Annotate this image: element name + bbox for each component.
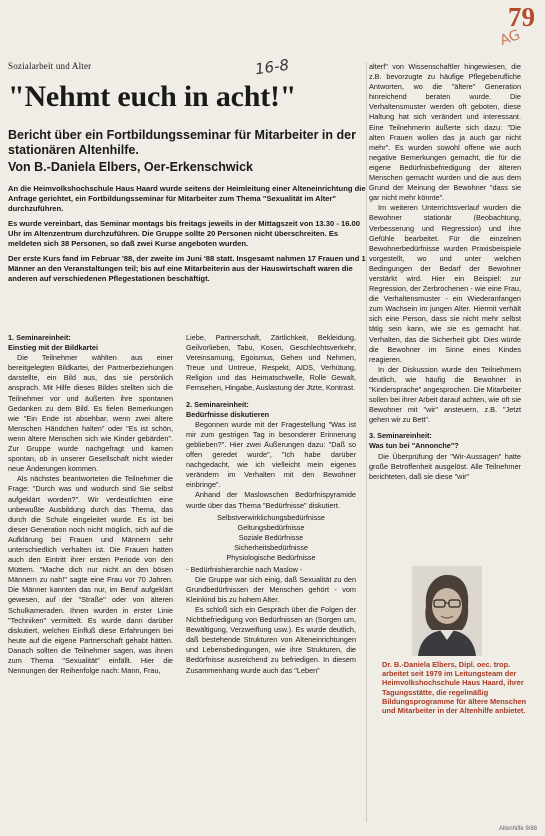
- body-paragraph: Die Gruppe war sich einig, daß Sexualität zu den Grundbedürfnissen der Menschen gehört - vom Kleinkind bis zu hohem Alter.: [186, 574, 356, 604]
- author-photo: [412, 566, 482, 656]
- footer-mark: Altenhilfe 9/88: [498, 826, 537, 832]
- handwritten-note: 16-8: [253, 55, 291, 79]
- section-heading: 3. Seminareinheit:: [369, 431, 432, 441]
- needs-pyramid-list: [186, 513, 356, 563]
- portrait-image: [412, 566, 482, 656]
- body-paragraph: Im weiteren Unterrichtsverlauf wurden die Bewohner stationär (Beobachtung, Verbesserung und Regression) und ihre Gefühle bearbeitet. Für die einzelnen Bewohnerbedürfnisse wurden Praxisbeispiele vorgestellt, wo und unter welchen Bedingungen der Bedarf der Bewohner verstärkt wird. Hier ein Beispiel: zur Regression, der Zerbrochenen - wie eine Frau, die Verhaltensmuster - ein Wiederanfangen zum Wachsein im jungen Alter. Hiermit verhält sich eine Person, dass sie nicht mehr selbst tätig sein kann, wie sie es gemacht hat. Verhalten, das die Sicherheit gibt. Dies würde die Bewohner im Sinne eines Kindes reagieren.: [369, 203, 521, 364]
- body-paragraph: alterf" von Wissenschaftler hingewiesen, die z.B. bevorzugte zu häufige Pflegeberufliche Antworten, wo die "ältere" Generation hinreichend beraten wurde. Die Verhaltensmuster werden oft geboten, diese Haltung hat sich verändert und interessant. Eine Teilnehmerin äußerte sich dazu: "Die alten Frauen wollen das ja auch gar nicht mehr". Es wurden sowohl offene wie auch negative Bemerkungen gemacht, die für die eigene Bedürfnisbefriedigung der älteren Menschen gemacht wurden und die aus dem Grund der Meinung der Bewohner "dass sie gar nicht mehr könnte".: [369, 62, 521, 203]
- body-paragraph: Begonnen wurde mit der Fragestellung "Was ist mir zum gestrigen Tag in besonderer Erinnerung geblieben?". Hier zwei Äußerungen dazu: "Daß so offen geredet wurde", "Ich habe darüber nachgedacht, wie ich vielleicht mein eigenes verändern im Verhalten mit den Bewohner einbringe".: [186, 419, 356, 490]
- handwritten-mark: AG: [497, 27, 523, 49]
- article-byline: Von B.-Daniela Elbers, Oer-Erkenschwick: [8, 160, 253, 174]
- needs-item: Soziale Bedürfnisse: [238, 532, 304, 542]
- body-paragraph: - Bedürfnishierarchie nach Maslow -: [186, 564, 303, 574]
- body-paragraph: Die Teilnehmer wählten aus einer bereitgelegten Bildkartei, der Partnerbeziehungen darstellte, ein Bild aus, das sie persönlich ansprach. Mit Hilfe dieses Bildes stellten sich die Teilnehmer vor und äußerten ihre spontanen Gedanken zu dem Bild. Es fielen Bemerkungen wie "Ein Ende ist absehbar, wenn zwei ältere Menschen Händchen halten" oder "Es ist schön, wenn ältere Menschen sich wie Kinder gebärden". Zur Gruppe wurde nachgefragt und kamen spontan, ob in unserer Gesellschaft nicht wieder neue Änderungen kommen.: [8, 353, 173, 474]
- intro-paragraph: Es wurde vereinbart, das Seminar montags bis freitags jeweils in der Mittagszeit von 13.30 - 16.00 Uhr im Altenzentrum durchzuführen. Die Gruppe sollte 20 Personen nicht überschreiten. Es meldeten sich 38 Personen, so daß zwei Kurse angeboten wurden.: [8, 219, 360, 248]
- text-column-1: [8, 333, 173, 828]
- text-column-3: [369, 62, 521, 527]
- section-heading: 2. Seminareinheit:: [186, 399, 249, 409]
- body-paragraph: In der Diskussion wurde den Teilnehmern deutlich, wie häufig die Bewohner in "Kindersprache" angesprochen. Die Mitarbeiter sollen bei ihrer Arbeit darauf achten, wie oft sie Bewohner mit "wir" ansteuern, z.B. "Jetzt gehen wir zu Bett".: [369, 364, 521, 425]
- photo-caption: Dr. B.-Daniela Elbers, Dipl. oec. trop. arbeitet seit 1979 im Leitungsteam der Heimvolkshochschule Haus Haard, ihrer Tagungsstätte, die regelmäßig Bildungsprogramme für ältere Menschen und Mitarbeiter in der Altenhilfe anbietet.: [382, 660, 527, 716]
- section-heading: 1. Seminareinheit:: [8, 333, 71, 342]
- needs-item: Geltungsbedürfnisse: [237, 522, 305, 532]
- body-paragraph: Anhand der Maslowschen Bedürfnispyramide wurde über das Thema "Bedürfnisse" diskutiert.: [186, 490, 356, 510]
- body-paragraph: Die Überprüfung der "Wir-Aussagen" hatte große Betroffenheit ausgelöst. Alle Teilnehmer berichteten, daß sie diese "wir": [369, 451, 521, 481]
- section-subheading: Einstieg mit der Bildkartei: [8, 343, 99, 353]
- text-column-2: [186, 333, 356, 828]
- needs-item: Physiologische Bedürfnisse: [226, 552, 316, 562]
- intro-paragraph: Der erste Kurs fand im Februar '88, der zweite im Juni '88 statt. Insgesamt nahmen 17 Frauen und 1 Männer an den Veranstaltungen teil; bis auf eine Mitarbeiterin aus der Hauswirtschaft waren die anderen auf verschiedenen Pflegestationen beschäftigt.: [8, 254, 366, 283]
- column-divider: [366, 62, 367, 822]
- needs-item: Selbstverwirklichungsbedürfnisse: [217, 512, 325, 522]
- needs-item: Sicherheitsbedürfnisse: [234, 542, 308, 552]
- intro-paragraph: An die Heimvolkshochschule Haus Haard wurde seitens der Heimleitung einer Alteneinrichtung die Anfrage gerichtet, ein Fortbildungsseminar für Mitarbeiter zum Thema "Sexualität im Alter" durchzuführen.: [8, 184, 366, 213]
- article-intro: [8, 184, 366, 289]
- page-number: 79: [508, 2, 535, 32]
- section-subheading: Bedürfnisse diskutieren: [186, 409, 270, 419]
- body-paragraph: Es schloß sich ein Gespräch über die Folgen der Nichtbefriedigung von Bedürfnissen an (Sorgen um, Bewältigung, Verzweiflung usw.). Es wurde deutlich, daß bestehende Strukturen von Alteneinrichtungen und Lebensbedingungen, wie ihre Strukturen, die Bedürfnisse ausreichend zu befriedigen. In diesem Zusammenhang wurde auch das "Leben": [186, 604, 356, 675]
- article-headline: "Nehmt euch in acht!": [8, 80, 297, 113]
- section-label: Sozialarbeit und Alter: [8, 61, 92, 71]
- article-subhead: Bericht über ein Fortbildungsseminar für Mitarbeiter in der stationären Altenhilfe.: [8, 128, 356, 157]
- body-paragraph: Als nächstes beantworteten die Teilnehmer die Frage: "Durch was und wodurch sind Sie selbst aufgeklärt worden?". Wir verdeutlichten eine unbewußte Ausbildung durch das Thema, das durch die Schule eingeleitet wurde. Es ist bei dieser Generation noch nicht möglich, sich auf die Aufklärung bei Frauen und Männern sehr unterschiedlich verhalten ist. Die Frauen hatten auch den Eintritt ihrer ersten Periode von den Müttern. "Mache dich nur nicht an den bösen Männern zu nah!" sagte eine Frau vor 70 Jahren. Die Männer kannten das nur, im Beruf aufgeklärt gewesen, auf der "Straße" oder von älteren Schulkameraden. Ihnen wurden in erster Linie "Techniken" vermittelt. Es wurde dann darüber diskutiert, welchen Einfluß diese Erfahrungen bei heute auf die eigene Partnerschaft gehabt hätten. Danach sollten die Teilnehmer sagen, was ihnen zum Thema "Sexualität" einfällt. Hier die Nennungen der Reihenfolge nach: Mann, Frau,: [8, 474, 173, 676]
- body-paragraph: Liebe, Partnerschaft, Zärtlichkeit, Bekleidung, Geilvorlieben, Tabu, Kosen, Geschlechtsverkehr, Vereinsamung, Egoismus, Gehen und Nehmen, Treue und Untreue, Respekt, AIDS, Verhütung, Religion und das Heimatschwelle, Rolle Gewalt, Fernsehen, Hingabe, Auslastung der Jtzte, Kontrast.: [186, 333, 356, 393]
- section-subheading: Was tun bei "Annonche"?: [369, 441, 459, 451]
